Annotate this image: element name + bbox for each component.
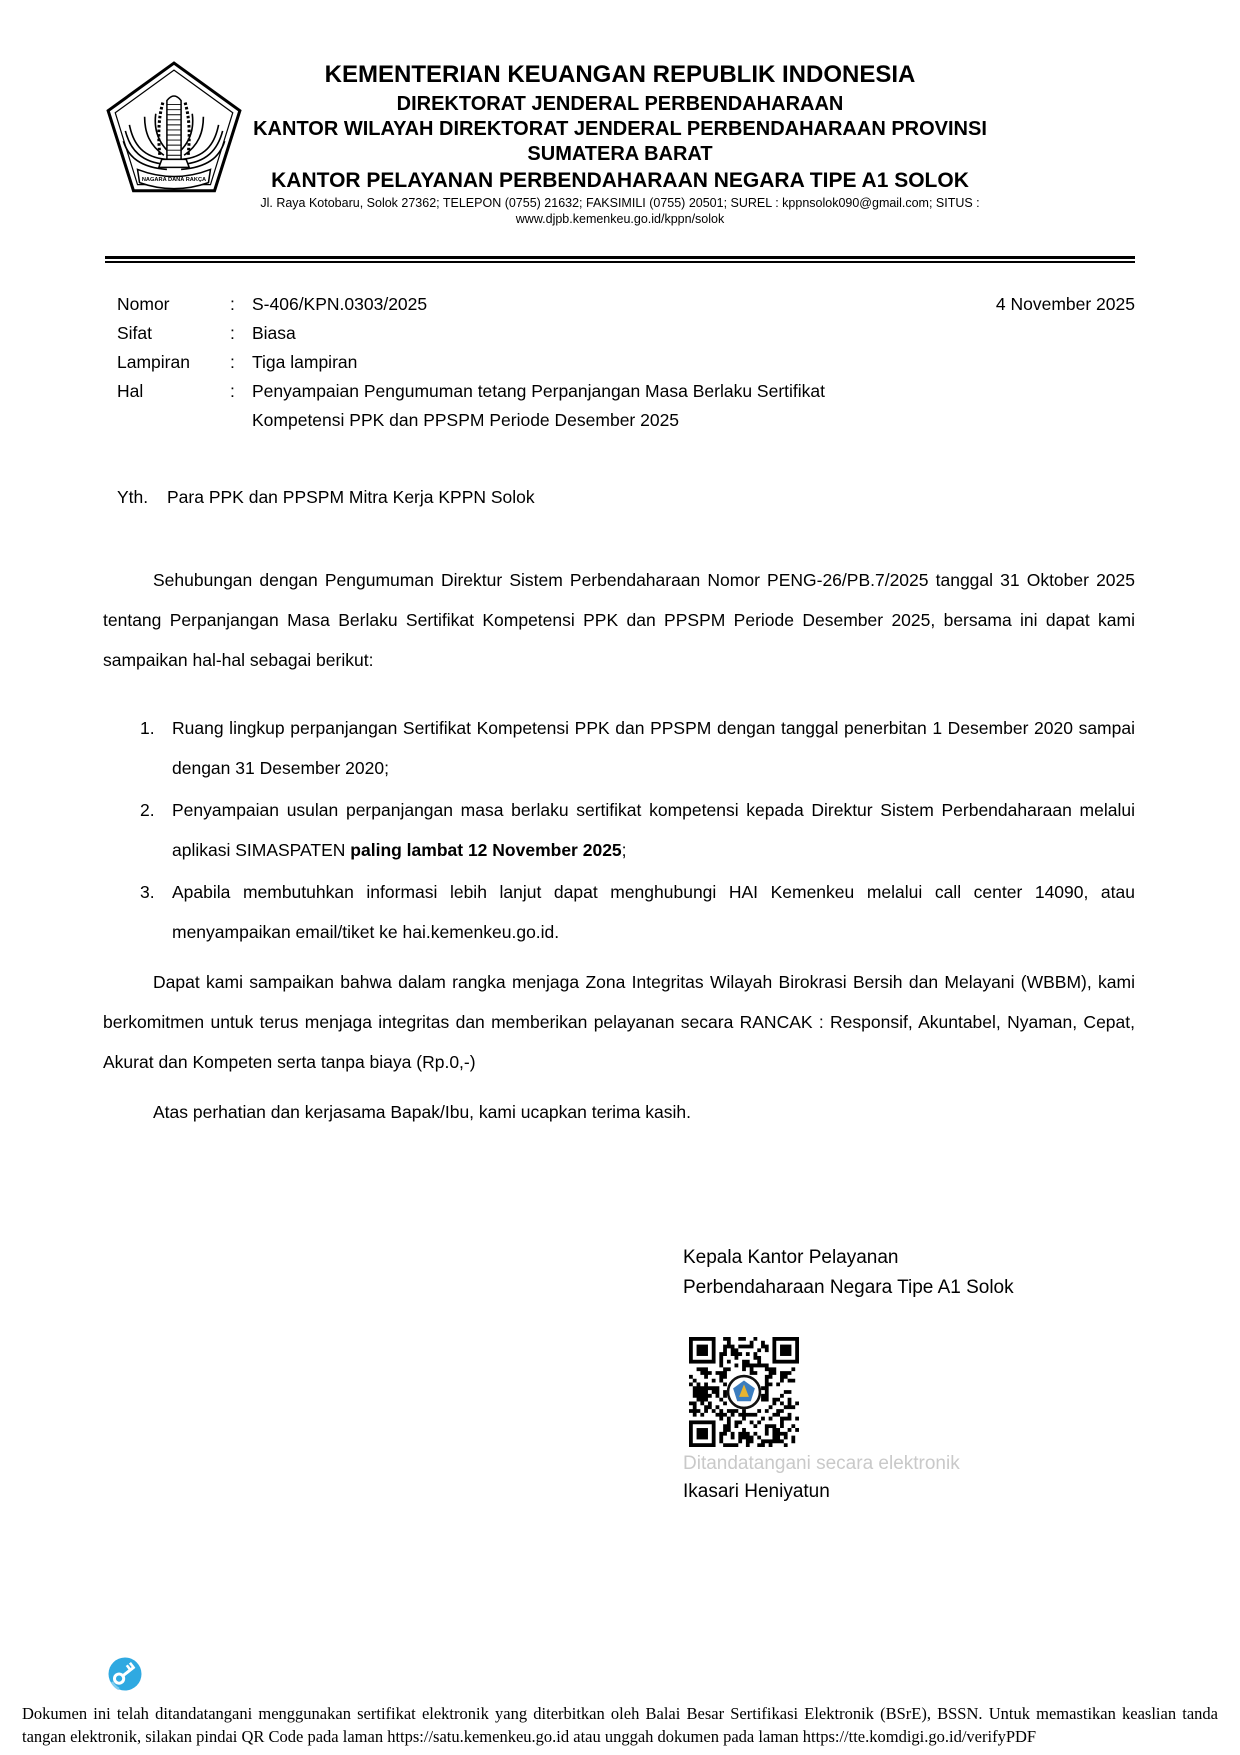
paragraph-closing: Atas perhatian dan kerjasama Bapak/Ibu, kami ucapkan terima kasih. [153, 1102, 691, 1122]
office-address-line2: www.djpb.kemenkeu.go.id/kppn/solok [515, 212, 725, 226]
qr-code [689, 1337, 799, 1447]
signer-name: Ikasari Heniyatun [683, 1481, 830, 1502]
office-title: KANTOR PELAYANAN PERBENDAHARAAN NEGARA TIPE A1 SOLOK [271, 169, 969, 192]
list-item [103, 708, 1135, 788]
list-item-text: Ruang lingkup perpanjangan Sertifikat Kompetensi PPK dan PPSPM dengan tanggal penerbitan 1 Desember 2020 sampai dengan 31 Desember 2020; [172, 718, 1135, 778]
letter-meta [117, 290, 1135, 435]
meta-label: Hal [117, 381, 144, 401]
list-item [103, 872, 1135, 952]
meta-colon: : [230, 381, 235, 401]
signer-title-line2: Perbendaharaan Negara Tipe A1 Solok [683, 1277, 1014, 1298]
recipient-name: Para PPK dan PPSPM Mitra Kerja KPPN Solok [167, 487, 535, 507]
logo-banner-text: NAGARA DANA RAKÇA [141, 177, 207, 184]
bsre-key-icon [107, 1656, 143, 1692]
letterhead-divider [105, 256, 1135, 263]
list-item [103, 790, 1135, 870]
paragraph-opening: Sehubungan dengan Pengumuman Direktur Sistem Perbendaharaan Nomor PENG-26/PB.7/2025 tanggal 31 Oktober 2025 tentang Perpanjangan Masa Berlaku Sertifikat Kompetensi PPK dan PPSPM Periode Desember 2025, bersama ini dapat kami sampaikan hal-hal sebagai berikut: [103, 570, 1135, 670]
meta-colon: : [230, 352, 235, 372]
letter-date: 4 November 2025 [995, 294, 1135, 314]
meta-row-lampiran [117, 348, 1135, 377]
letter-attachments: Tiga lampiran [252, 352, 358, 372]
list-item-after: ; [621, 840, 627, 860]
directorate-title: DIREKTORAT JENDERAL PERBENDAHARAAN [396, 93, 844, 115]
esign-note: Ditandatangani secara elektronik [683, 1453, 960, 1474]
list-item-number: 2. [140, 800, 155, 820]
list-item-bold: paling lambat 12 November 2025 [350, 840, 622, 860]
list-item-number: 1. [140, 718, 155, 738]
meta-label: Nomor [117, 294, 170, 314]
paragraph-commitment: Dapat kami sampaikan bahwa dalam rangka menjaga Zona Integritas Wilayah Birokrasi Bersih dan Melayani (WBBM), kami berkomitmen untuk terus menjaga integritas dan memberikan pelayanan secara RANCAK : Responsif, Akuntabel, Nyaman, Cepat, Akurat dan Kompeten serta tanpa biaya (Rp.0,-) [103, 972, 1135, 1072]
list-item-text: Penyampaian usulan perpanjangan masa berlaku sertifikat kompetensi kepada Direktur Sistem Perbendaharaan melalui aplikasi SIMASPATEN [172, 800, 1135, 860]
recipient-line [117, 487, 535, 508]
meta-label: Sifat [117, 323, 153, 343]
signer-title-line1: Kepala Kantor Pelayanan [683, 1247, 899, 1268]
list-item-text: Apabila membutuhkan informasi lebih lanjut dapat menghubungi HAI Kemenkeu melalui call center 14090, atau menyampaikan email/tiket ke hai.kemenkeu.go.id. [172, 882, 1135, 942]
regional-office-province: SUMATERA BARAT [527, 143, 713, 165]
meta-colon: : [230, 323, 235, 343]
letterhead [0, 58, 1240, 227]
regional-office-title: KANTOR WILAYAH DIREKTORAT JENDERAL PERBENDAHARAAN PROVINSI [253, 118, 987, 140]
meta-colon: : [230, 294, 235, 314]
signature-block [683, 1243, 1014, 1506]
numbered-list [103, 708, 1135, 952]
meta-row-nomor [117, 290, 1135, 319]
meta-label: Lampiran [117, 352, 190, 372]
letter-subject: Penyampaian Pengumuman tetang Perpanjangan Masa Berlaku Sertifikat Kompetensi PPK dan PPSPM Periode Desember 2025 [252, 381, 825, 430]
footer-disclaimer: Dokumen ini telah ditandatangani menggunakan sertifikat elektronik yang diterbitkan oleh Balai Besar Sertifikasi Elektronik (BSrE), BSSN. Untuk memastikan keaslian tanda tangan elektronik, silakan pindai QR Code pada laman https://satu.kemenkeu.go.id atau unggah dokumen pada laman https://tte.komdigi.go.id/verifyPDF [22, 1704, 1218, 1746]
recipient-prefix: Yth. [117, 487, 149, 507]
office-address-line1: Jl. Raya Kotobaru, Solok 27362; TELEPON (0755) 21632; FAKSIMILI (0755) 20501; SUREL : kppnsolok090@gmail.com; SITUS : [260, 196, 980, 210]
ministry-title: KEMENTERIAN KEUANGAN REPUBLIK INDONESIA [324, 61, 916, 88]
letter-nature: Biasa [252, 323, 296, 343]
letter-number: S-406/KPN.0303/2025 [252, 294, 428, 314]
letter-body [103, 560, 1135, 1132]
meta-row-sifat [117, 319, 1135, 348]
meta-row-hal [117, 377, 1135, 435]
list-item-number: 3. [140, 882, 155, 902]
